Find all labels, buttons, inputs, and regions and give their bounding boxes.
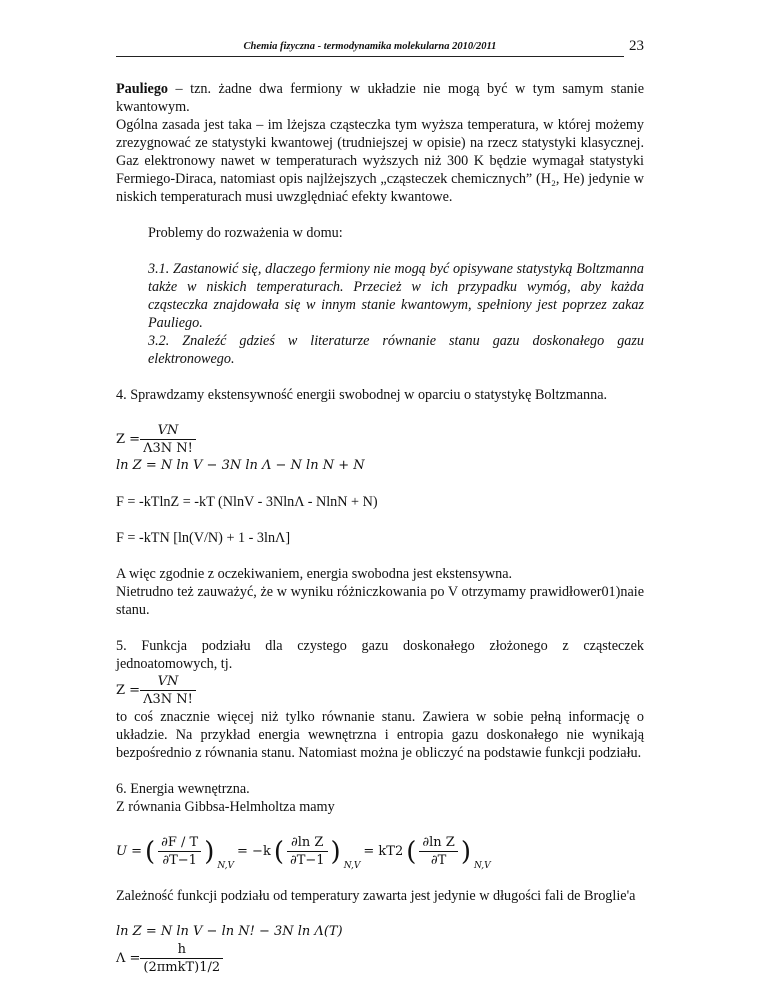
z-numerator-2: VN [140,673,196,691]
conclusion-differentiation: Nietrudno też zauważyć, że w wyniku różniczkowania po V otrzymamy prawidłower01)naie stanu. [116,584,644,618]
problem-3-1: 3.1. Zastanowić się, dlaczego fermiony nie mogą być opisywane statystyką Boltzmanna także w niskich temperaturach. Przecież w ich przypadku wymóg, aby każda cząsteczka znajdowała się w innym stanie kwantowym, spełniony jest poprzez zakaz Pauliego. [148,261,644,331]
z-numerator: VN [140,422,196,440]
u-label: U = [116,843,142,859]
section-6-text: Zależność funkcji podziału od temperatury zawarta jest jedynie w długości fali de Broglie'a [116,888,636,904]
paragraph-pauli [116,80,644,116]
problems-title: Problemy do rozważenia w domu: [148,225,343,241]
paragraph-general-rule: Ogólna zasada jest taka – im lżejsza cząsteczka tym wyższa temperatura, w której możemy zrezygnować ze statystyki kwantowej (trudniejszej w opisie) na rzecz statystyki klasycznej. Gaz elektronowy nawet w temperaturach wyższych niż 300 K będzie wymagał statystyki Fermiego-Diraca, natomiast opis najlżejszych „cząsteczek chemicznych” (H₂, He) jedynie w niskich temperaturach musi uwzględniać efekty kwantowe. [116,117,644,205]
nv-sub-3: N,V [473,860,491,871]
dlnz-num-1: ∂ln Z [287,834,328,852]
problem-3-2: 3.2. Znaleźć gdzieś w literaturze równanie stanu gazu doskonałego gazu elektronowego. [148,333,644,367]
section-6-heading: 6. Energia wewnętrzna. [116,781,250,797]
header-rule [116,56,624,57]
equation-f1: F = -kTlnZ = -kT (NlnV - 3NlnΛ - NlnN + N) [116,494,378,510]
bold-pauli: Pauliego [116,81,169,97]
equation-z-ideal [116,673,644,708]
lambda-den: (2πmkT)1/2 [143,960,221,975]
z-denominator: Λ3N N! [143,441,193,456]
lambda-label: Λ = [116,950,141,966]
header-title: Chemia fizyczna - termodynamika molekularna 2010/2011 [243,41,497,52]
z-fraction-2 [140,673,196,708]
dlnz-den-2: ∂T [430,853,447,868]
dlnz-den-1: ∂T−1 [289,853,325,868]
section-5-text: to coś znacznie więcej niż tylko równanie stanu. Zawiera w sobie pełną informację o układzie. Na przykład energia wewnętrzna i entropia gazu doskonałego nie wynikają bezpośrednio z równania stanu. Natomiast można je obliczyć na podstawie funkcji podziału. [116,709,644,761]
dft-fraction [158,834,201,869]
z-label: Z = [116,431,141,447]
z-fraction [140,422,196,457]
equation-f2: F = -kTN [ln(V/N) + 1 - 3lnΛ] [116,530,291,546]
section-5-heading: 5. Funkcja podziału dla czystego gazu doskonałego złożonego z cząsteczek jednoatomowych, tj. [116,638,644,672]
section-4-heading: 4. Sprawdzamy ekstensywność energii swobodnej w oparciu o statystykę Boltzmanna. [116,387,608,403]
dft-num: ∂F / T [158,834,201,852]
section-6-intro: Z równania Gibbsa-Helmholtza mamy [116,799,335,815]
minus-k: = −k [237,843,271,859]
nv-sub-2: N,V [343,860,361,871]
paragraph-pauli-text: – tzn. żadne dwa fermiony w układzie nie mogą być w tym samym stanie kwantowym. [116,81,644,115]
dlnz-fraction-1 [287,834,328,869]
conclusion-extensive: A więc zgodnie z oczekiwaniem, energia swobodna jest ekstensywna. [116,566,513,582]
z-denominator-2: Λ3N N! [143,692,193,707]
equation-internal-energy: U = ( $\frac{\partial F / T}{\partial T-1}$ ) N,V = −k ( $\frac{\text{∂ln Z}}{\partial T-1}$ ) N,V = kT2 ( $\frac{\text{∂ln Z}}{\partial T}$ ) N,V [116,834,644,869]
nv-sub-1: N,V [217,860,235,871]
equation-lnz: ln Z = N ln V − 3N ln Λ − N ln N + N [116,458,365,473]
equation-z-boltzmann [116,422,644,457]
kt2: = kT2 [363,843,404,859]
dft-den: ∂T−1 [162,853,197,868]
lambda-fraction [140,941,223,976]
page-content [116,80,644,976]
z-label-2: Z = [116,682,141,698]
dlnz-num-2: ∂ln Z [419,834,457,852]
equation-lambda [116,941,644,976]
dlnz-fraction-2 [419,834,457,869]
page-number: 23 [629,38,644,54]
equation-lnz-t: ln Z = N ln V − ln N! − 3N ln Λ(T) [116,924,343,939]
lambda-num: h [140,941,223,959]
